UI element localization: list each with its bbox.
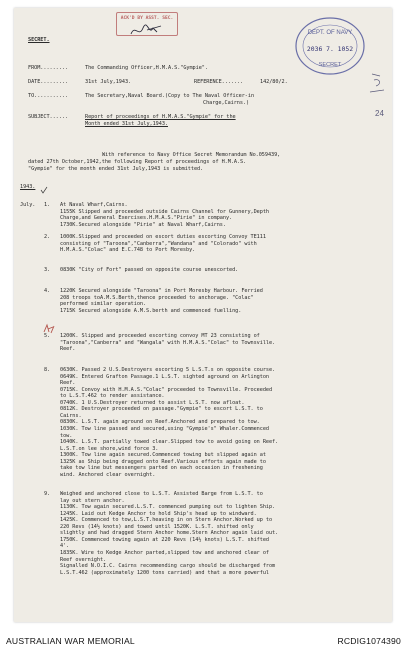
entry-line: 1245K. Laid out Kedge Anchor to hold Ship's head up to windward.: [60, 510, 257, 517]
intro-line-1: With reference to Navy Office Secret Memorandum No.059439,: [102, 152, 281, 158]
entry-line: Reef.: [60, 346, 76, 353]
entry-line: 1155K Slipped and proceeded outside Cairns Channel for Gunnery,Depth: [60, 208, 269, 215]
entry-line: 1715K Secured alongside A.M.S.berth and commenced fuelling.: [60, 307, 242, 314]
subject-line-2: Month ended 31st July,1943.: [85, 121, 168, 127]
entry-line: 1835K. Wire to Kedge Anchor parted,slipped tow and anchored clear of: [60, 549, 269, 556]
entry-number: 3.: [44, 267, 51, 273]
entry-line: 1750K. Commenced towing again at 220 Revs (14½ knots) L.S.T. shifted: [60, 536, 269, 543]
entry-number: 8.: [44, 367, 51, 373]
entry-line: take tow line but messengers parted on each occasion in freshening: [60, 465, 263, 472]
entry-line: 0630K. Passed 2 U.S.Destroyers escorting 5 L.S.T.s on opposite course.: [60, 367, 276, 373]
entry-line: 0830K "City of Fort" passed on opposite course unescorted.: [60, 267, 239, 273]
entry-line: L.S.T.462 (approximately 1200 tons carried) and that a more powerful: [60, 569, 269, 576]
entry-number: 9.: [44, 491, 51, 497]
to-value-line-2: Charge,Cairns.): [203, 100, 250, 106]
navy-stamp-number: 2036 7. 1052: [306, 45, 354, 53]
entry-line: 0715K. Convoy with H.M.A.S."Colac" proceeded to Townsville. Proceeded: [60, 386, 273, 393]
entry-line: 1425K. Commenced to tow,L.S.T.heaving in on Stern Anchor.Worked up to: [60, 517, 273, 524]
entry-line: slightly and had dragged Stern Anchor home.Stern Anchor again laid out.: [60, 530, 279, 537]
intro-line-3: "Gympie" for the month ended 31st July,1943 is submitted.: [28, 166, 204, 172]
navy-stamp-bottom-text: SECRET: [318, 62, 342, 68]
date-label: DATE.........: [28, 79, 68, 85]
month-label: July.: [20, 202, 36, 208]
to-value-line-1: The Secretary,Naval Board.(Copy to The Naval Officer-in: [85, 93, 255, 99]
entry-line: Cairns.: [60, 412, 82, 419]
entry-number: 2.: [44, 234, 51, 240]
entry-line: 0830K. L.S.T. again aground on Reef.Anchored and prepared to tow.: [60, 419, 260, 426]
to-label: TO...........: [28, 93, 68, 99]
acknowledged-stamp-text: ACK'D BY ASST. SEC.: [120, 16, 174, 21]
entry-line: wind. Anchored clear overnight.: [60, 471, 156, 478]
handwritten-signature: [127, 22, 167, 40]
entry-line: 4'.: [60, 543, 70, 550]
entry-line: 0649K. Entered Grafton Passage.1 L.S.T. sighted aground on Arlington: [60, 373, 269, 380]
margin-annotation: [366, 70, 392, 130]
date-value: 31st July,1943.: [85, 79, 132, 85]
document-page: [14, 8, 392, 622]
footer-record-id: RCDIG1074390: [337, 636, 401, 646]
entry-line: Weighed and anchored close to L.S.T. Assisted Barge from L.S.T. to: [60, 491, 263, 497]
entry-line: 1220K Secured alongside "Taroona" in Port Moresby Harbour. Ferried: [60, 288, 263, 294]
from-value: The Commanding Officer,H.M.A.S."Gympie".: [85, 65, 208, 71]
entry-number: 1.: [44, 202, 51, 208]
entry-line: 0812K. Destroyer proceeded on passage."Gympie" to escort L.S.T. to: [60, 406, 263, 413]
entry-line: "Taroona","Canberra" and "Wangala" with H.M.A.S."Colac" to Townsville.: [60, 339, 276, 346]
year-heading: 1943.: [20, 184, 36, 190]
navy-stamp-top-text: DEPT. OF NAVY: [307, 30, 353, 36]
margin-tick-mark: [40, 186, 48, 194]
footer-archive-name: AUSTRALIAN WAR MEMORIAL: [6, 636, 135, 646]
entry-line: Reef.: [60, 380, 76, 387]
subject-line-1: Report of proceedings of H.M.A.S."Gympie" for the: [85, 114, 236, 120]
entry-line: 208 troops toA.M.S.Berth,thence proceeded to anchorage. "Colac": [60, 294, 254, 301]
entry-line: 1325K as Ship being dragged onto Reef.Various efforts again made to: [60, 458, 266, 465]
entry-line: 1300K. Tow line again secured.Commenced towing but slipped again at: [60, 452, 266, 459]
entry-number: 5.: [44, 333, 51, 339]
entry-line: consisting of "Taroona","Canberra","Wandana" and "Colorado" with: [60, 240, 257, 247]
entry-number: 4.: [44, 288, 51, 294]
from-label: FROM.........: [28, 65, 68, 71]
entry-line: Signalled N.O.I.C. Cairns recommending cargo should be discharged from: [60, 563, 276, 570]
entry-line: 1130K. Tow again secured.L.S.T. commenced pumping out to lighten Ship.: [60, 504, 276, 511]
entry-line: At Naval Wharf,Cairns.: [60, 202, 128, 208]
entry-line: tow.: [60, 432, 73, 439]
entry-line: to L.S.T.462 to render assistance.: [60, 393, 165, 400]
entry-line: lay out stern anchor.: [60, 497, 125, 504]
navy-department-stamp: [292, 14, 374, 78]
entry-line: 0740K. 1 U.S.Destroyer returned to assist L.S.T. now afloat.: [60, 399, 245, 406]
entry-line: Reef overnight.: [60, 556, 107, 563]
entry-line: 1030K. Tow line passed and secured,using "Gympie's" Whaler.Commenced: [60, 425, 269, 432]
entry-line: L.S.T.on lee shore,wind force 3.: [60, 445, 159, 452]
entry-line: 1200K. Slipped and proceeded escorting convoy MT 23 consisting of: [60, 333, 260, 339]
entry-line: H.M.A.S."Colac" and E.C.748 to Port Moresby.: [60, 247, 196, 254]
intro-line-2: dated 27th October,1942,the following Report of proceedings of H.M.A.S.: [28, 159, 247, 165]
reference-label: REFERENCE.......: [194, 79, 244, 85]
entry-line: 1730K.Secured alongside "Pirie" at Naval Wharf,Cairns.: [60, 221, 226, 228]
entry-line: performed similar operation.: [60, 301, 147, 308]
subject-label: SUBJECT......: [28, 114, 68, 120]
margin-note-text: 24: [375, 109, 384, 118]
entry-line: 1040K. L.S.T. partially towed clear.Slipped tow to avoid going on Reef.: [60, 439, 279, 446]
entry-line: 220 Revs (14½ knots) and towed until 1520K. L.S.T. shifted only: [60, 523, 254, 530]
reference-value: 142/80/2.: [260, 79, 288, 85]
secret-heading: SECRET.: [28, 37, 50, 43]
entry-line: 1000K.Slipped and proceeded on escort duties escorting Convoy TE111: [60, 234, 266, 240]
entry-line: Charge,and General Exercises.H.M.A.S."Pirie" in company.: [60, 215, 233, 222]
